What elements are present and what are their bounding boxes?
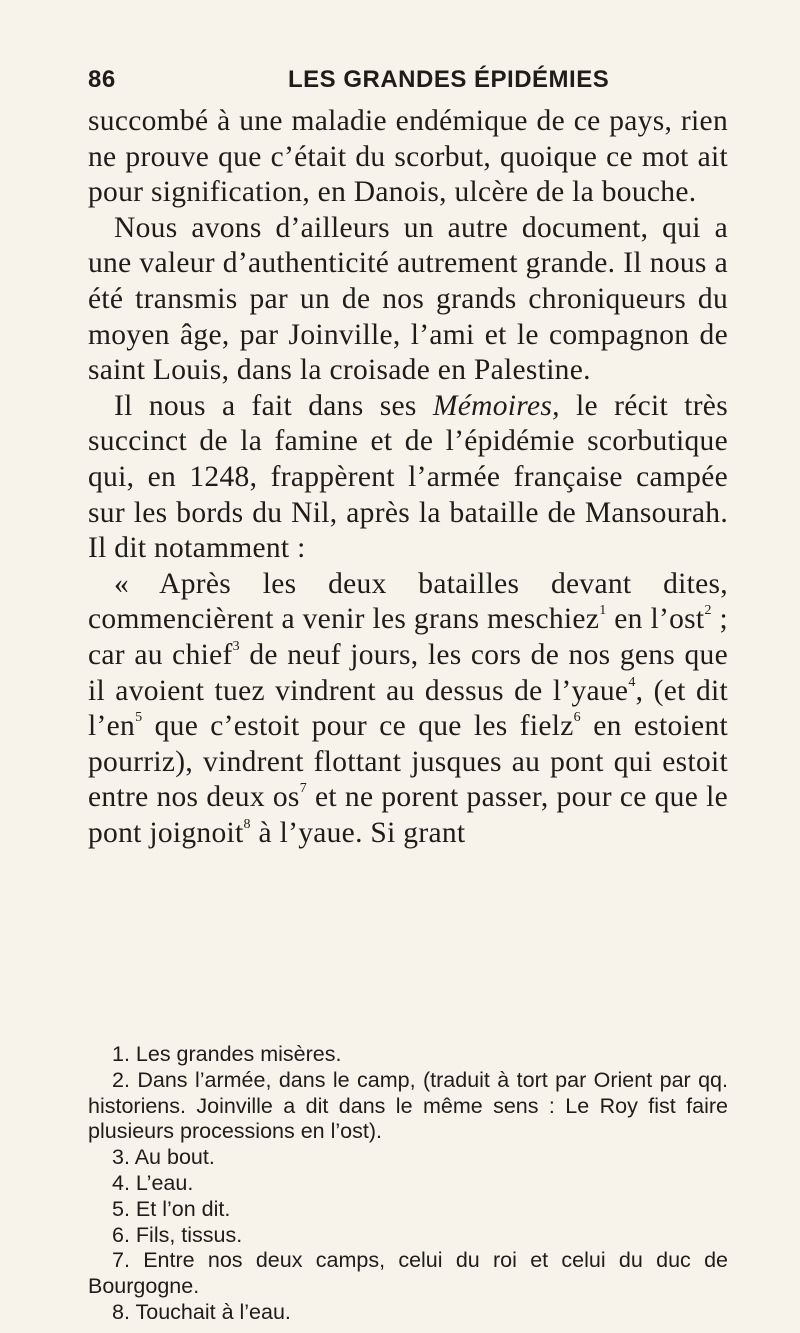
- quote-segment: de neuf jours, les cors de nos gens que il avoient tuez vindrent au dessus de l’yaue: [88, 638, 728, 707]
- quote-segment: « Après les deux batailles devant dites, commencièrent a venir les grans meschiez: [88, 567, 728, 636]
- quote-segment: que c’estoit pour ce que les fielz: [142, 710, 574, 743]
- main-text: [88, 104, 728, 851]
- footnote-1: 1. Les grandes misères.: [112, 1042, 342, 1066]
- footnote-ref-6: 6: [573, 710, 581, 726]
- footnote-ref-7: 7: [299, 781, 308, 797]
- paragraph-3-text-b: le récit très succinct de la famine et de l’épidémie scorbutique qui, en 1248, frappèrent l’armée française campée sur les bords du Nil, après la bataille de Mansourah. Il dit notamment :: [88, 389, 728, 565]
- quote-segment: et ne porent passer, pour ce que le pont joignoit: [88, 781, 728, 849]
- footnote-ref-3: 3: [232, 638, 240, 654]
- page-header: [88, 66, 728, 98]
- paragraph-2: Nous avons d’ailleurs un autre document, qui a une valeur d’authenticité autrement grande. Il nous a été transmis par un de nos grands chroniqueurs du moyen âge, par Joinville, l’ami et le compagnon de saint Louis, dans la croisade en Palestine.: [88, 211, 728, 387]
- quote-segment: à l’yaue. Si grant: [250, 816, 466, 849]
- quotation-paragraph: [88, 567, 728, 852]
- paragraph-1: succombé à une maladie endémique de ce pays, rien ne prouve que c’était du scorbut, quoique ce mot ait pour signification, en Danois, ulcère de la bouche.: [88, 105, 728, 209]
- paragraph-3-text-a: Il nous a fait dans ses: [114, 389, 433, 422]
- quote-segment: en estoient pourriz), vindrent flottant jusques au pont qui estoit entre nos deux os: [88, 710, 728, 814]
- footnote-5: 5. Et l’on dit.: [112, 1196, 231, 1221]
- footnote-3: 3. Au bout.: [112, 1145, 215, 1170]
- footnote-2: 2. Dans l’armée, dans le camp, (traduit à tort par Orient par qq. historiens. Joinville a dit dans le même sens : Le Roy fist faire plusieurs processions en l’ost).: [88, 1067, 728, 1144]
- footnote-ref-4: 4: [628, 674, 636, 690]
- footnote-ref-1: 1: [599, 603, 607, 619]
- footnote-4: 4. L’eau.: [112, 1170, 194, 1195]
- footnote-ref-5: 5: [135, 710, 143, 726]
- quote-segment: en l’ost: [606, 603, 705, 636]
- page-number: 86: [88, 66, 116, 93]
- footnote-6: 6. Fils, tissus.: [112, 1222, 243, 1247]
- footnotes: [88, 1042, 728, 1326]
- paragraph-3: [88, 389, 728, 567]
- memoires-italic: Mémoires,: [432, 389, 560, 422]
- quote-segment: , (et dit l’en: [88, 674, 728, 743]
- quote-segment: ; car au chief: [88, 603, 728, 671]
- footnote-8: 8. Touchait à l’eau.: [112, 1299, 291, 1324]
- footnote-ref-2: 2: [704, 603, 712, 619]
- running-title: LES GRANDES ÉPIDÉMIES: [288, 66, 610, 93]
- footnote-ref-8: 8: [243, 816, 251, 832]
- footnote-7: 7. Entre nos deux camps, celui du roi et celui du duc de Bourgogne.: [88, 1248, 728, 1299]
